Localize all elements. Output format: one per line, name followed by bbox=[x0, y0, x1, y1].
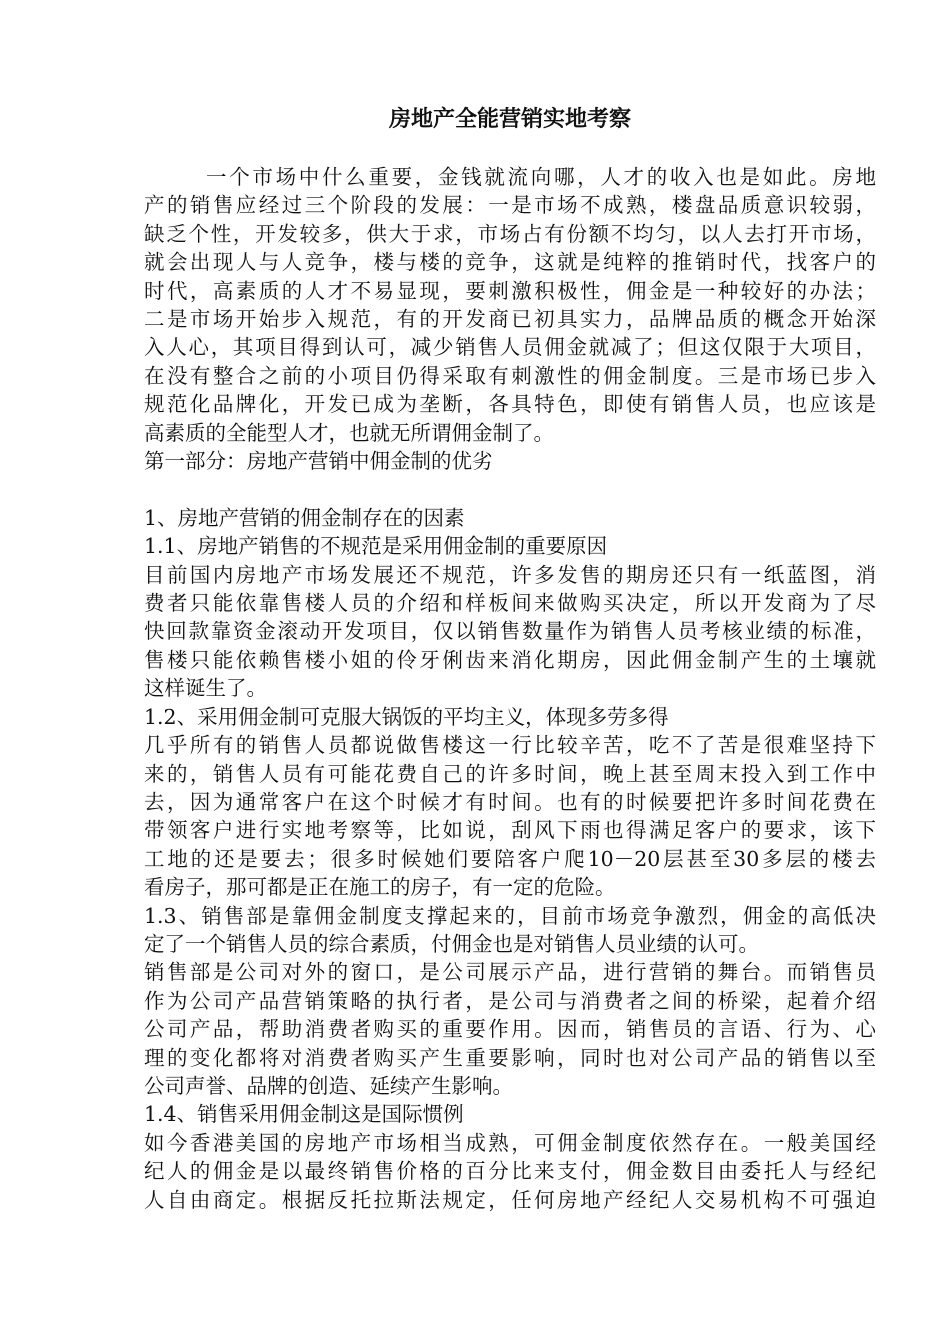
subsection-paragraph bbox=[144, 731, 876, 901]
section-heading: 1、房地产营销的佣金制存在的因素 bbox=[144, 505, 465, 530]
paragraph-line: 费者只能依靠售楼人员的介绍和样板间来做购买决定，所以开发商为了尽 bbox=[144, 591, 876, 616]
paragraph-line: 入人心，其项目得到认可，减少销售人员佣金就减了；但这仅限于大项目， bbox=[144, 335, 876, 360]
paragraph-line: 就会出现人与人竞争，楼与楼的竞争，这就是纯粹的推销时代，找客户的 bbox=[144, 250, 876, 275]
subsection-heading: 1.1、房地产销售的不规范是采用佣金制的重要原因 bbox=[144, 534, 608, 559]
paragraph-line: 一个市场中什么重要，金钱就流向哪，人才的收入也是如此。房地 bbox=[206, 165, 876, 189]
paragraph-line: 几乎所有的销售人员都说做售楼这一行比较辛苦，吃不了苦是很难坚持下 bbox=[144, 733, 876, 758]
paragraph-line: 销售部是公司对外的窗口，是公司展示产品，进行营销的舞台。而销售员 bbox=[144, 960, 876, 985]
paragraph-line: 高素质的全能型人才，也就无所谓佣金制了。 bbox=[144, 420, 554, 445]
subsection-heading: 1.2、采用佣金制可克服大锅饭的平均主义，体现多劳多得 bbox=[144, 704, 669, 729]
paragraph-line: 带领客户进行实地考察等，比如说，刮风下雨也得满足客户的要求，该下 bbox=[144, 818, 876, 843]
paragraph-line: 人自由商定。根据反托拉斯法规定，任何房地产经纪人交易机构不可强迫 bbox=[144, 1187, 876, 1212]
paragraph-line: 产的销售应经过三个阶段的发展：一是市场不成熟，楼盘品质意识较弱， bbox=[144, 193, 876, 218]
paragraph-line: 公司声誉、品牌的创造、延续产生影响。 bbox=[144, 1073, 513, 1098]
paragraph-line: 纪人的佣金是以最终销售价格的百分比来支付，佣金数目由委托人与经纪 bbox=[144, 1159, 876, 1184]
paragraph-line: 售楼只能依赖售楼小姐的伶牙俐齿来消化期房，因此佣金制产生的土壤就 bbox=[144, 647, 876, 672]
subsection-heading: 1.4、销售采用佣金制这是国际惯例 bbox=[144, 1102, 464, 1127]
paragraph-line: 公司产品，帮助消费者购买的重要作用。因而，销售员的言语、行为、心 bbox=[144, 1017, 876, 1042]
heading-line: 1.3、销售部是靠佣金制度支撑起来的，目前市场竞争激烈，佣金的高低决 bbox=[144, 903, 876, 928]
paragraph-line: 时代，高素质的人才不易显现，要刺激积极性，佣金是一种较好的办法； bbox=[144, 278, 876, 303]
paragraph-line: 作为公司产品营销策略的执行者，是公司与消费者之间的桥梁，起着介绍 bbox=[144, 988, 876, 1013]
intro-paragraph bbox=[144, 163, 876, 447]
paragraph-line: 工地的还是要去；很多时候她们要陪客户爬10－20层甚至30多层的楼去 bbox=[144, 846, 876, 871]
document-title: 房地产全能营销实地考察 bbox=[388, 106, 631, 132]
paragraph-line: 二是市场开始步入规范，有的开发商已初具实力，品牌品质的概念开始深 bbox=[144, 307, 876, 332]
blank-line bbox=[144, 475, 876, 503]
paragraph-line: 看房子，那可都是正在施工的房子，有一定的危险。 bbox=[144, 875, 616, 900]
document-page bbox=[144, 104, 876, 1214]
paragraph-line: 如今香港美国的房地产市场相当成熟，可佣金制度依然存在。一般美国经 bbox=[144, 1130, 876, 1155]
subsection-paragraph bbox=[144, 1129, 876, 1214]
subsection-paragraph bbox=[144, 561, 876, 703]
subsection-heading bbox=[144, 902, 876, 959]
paragraph-line: 规范化品牌化，开发已成为垄断，各具特色，即使有销售人员，也应该是 bbox=[144, 392, 876, 417]
paragraph-line: 在没有整合之前的小项目仍得采取有刺激性的佣金制度。三是市场已步入 bbox=[144, 363, 876, 388]
paragraph-line: 快回款靠资金滚动开发项目，仅以销售数量作为销售人员考核业绩的标准， bbox=[144, 619, 876, 644]
paragraph-line: 缺乏个性，开发较多，供大于求，市场占有份额不均匀，以人去打开市场， bbox=[144, 221, 876, 246]
part-heading: 第一部分：房地产营销中佣金制的优劣 bbox=[144, 449, 493, 474]
heading-line: 定了一个销售人员的综合素质，付佣金也是对销售人员业绩的认可。 bbox=[144, 931, 759, 956]
paragraph-line: 目前国内房地产市场发展还不规范，许多发售的期房还只有一纸蓝图，消 bbox=[144, 562, 876, 587]
paragraph-line: 这样诞生了。 bbox=[144, 676, 267, 701]
paragraph-line: 来的，销售人员有可能花费自己的许多时间，晚上甚至周末投入到工作中 bbox=[144, 761, 876, 786]
subsection-paragraph bbox=[144, 958, 876, 1100]
paragraph-line: 理的变化都将对消费者购买产生重要影响，同时也对公司产品的销售以至 bbox=[144, 1045, 876, 1070]
paragraph-line: 去，因为通常客户在这个时候才有时间。也有的时候要把许多时间花费在 bbox=[144, 789, 876, 814]
